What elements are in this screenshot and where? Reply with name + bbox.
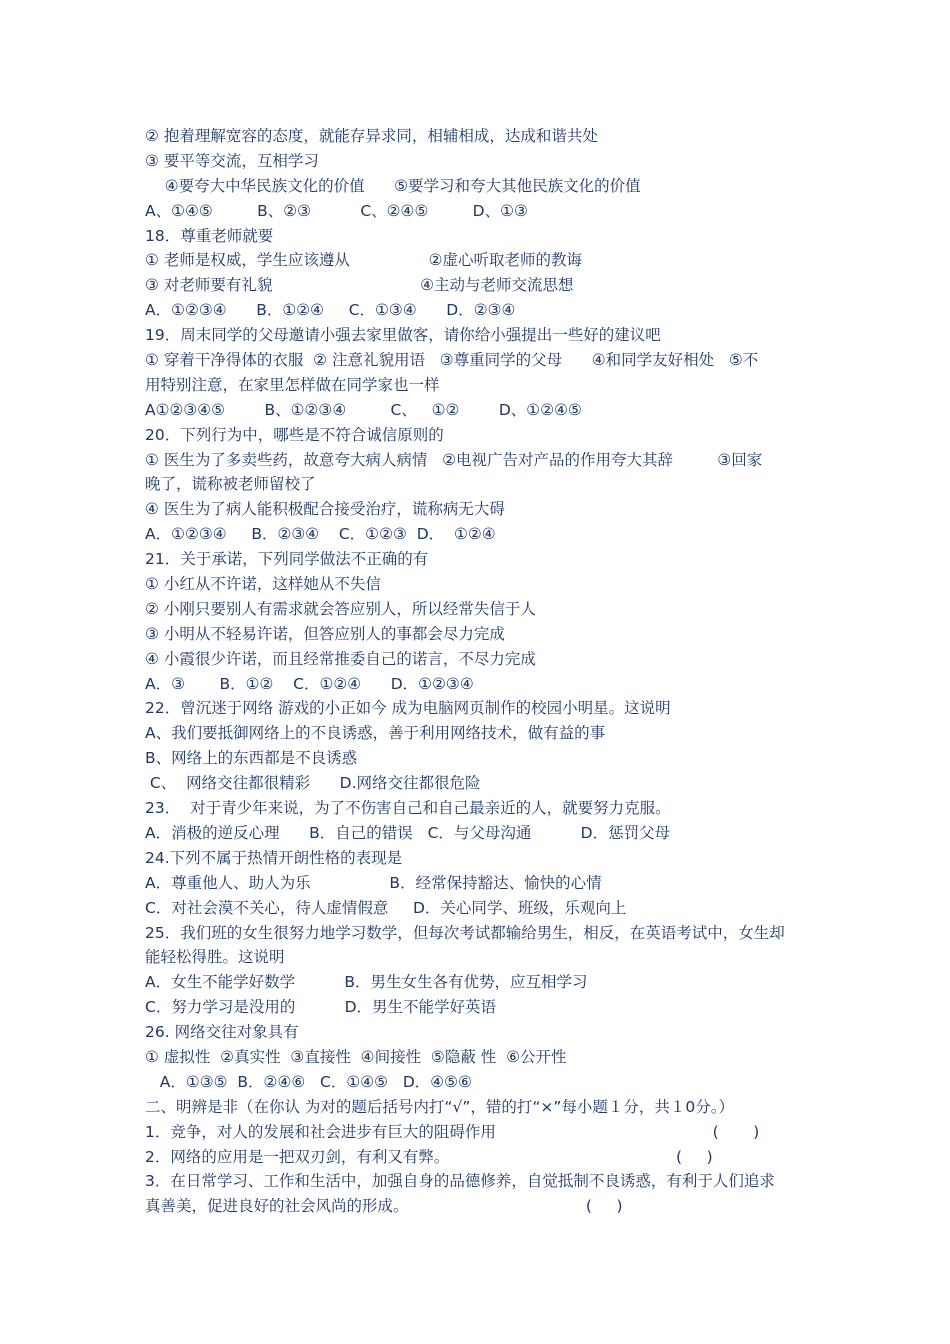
answer-options: A．①②③④ B．②③④ C．①②③ D． ①②④ (145, 525, 496, 544)
text-line: ① 小红从不许诺，这样她从不失信 (145, 575, 381, 594)
text-line: ② 小刚只要别人有需求就会答应别人，所以经常失信于人 (145, 599, 536, 618)
text-line: C、 网络交往都很精彩 D.网络交往都很危险 (145, 774, 481, 793)
judgement-item-2: 2．网络的应用是一把双刃剑，有利又有弊。 ( ) (145, 1147, 713, 1166)
text-line: A、我们要抵御网络上的不良诱惑，善于利用网络技术，做有益的事 (145, 724, 606, 743)
document-page (145, 124, 810, 1219)
question-24: 24.下列不属于热情开朗性格的表现是 (145, 848, 403, 867)
question-20: 20．下列行为中，哪些是不符合诚信原则的 (145, 425, 444, 444)
text-line: 晚了，谎称被老师留校了 (145, 475, 316, 494)
text-line: ③ 要平等交流，互相学习 (145, 151, 319, 170)
question-26: 26. 网络交往对象具有 (145, 1023, 299, 1042)
text-line: ① 医生为了多卖些药，故意夸大病人病情 ②电视广告对产品的作用夸大其辞 ③回家 (145, 450, 763, 469)
text-line: ① 老师是权威，学生应该遵从 ②虚心听取老师的教诲 (145, 251, 583, 270)
text-line: ④要夸大中华民族文化的价值 ⑤要学习和夸大其他民族文化的价值 (145, 176, 641, 195)
text-line: B、网络上的东西都是不良诱惑 (145, 749, 358, 768)
question-22: 22．曾沉迷于网络 游戏的小正如今 成为电脑网页制作的校园小明星。这说明 (145, 699, 671, 718)
text-line: C．对社会漠不关心，待人虚情假意 D．关心同学、班级，乐观向上 (145, 898, 627, 917)
text-line: ④ 小霞很少许诺，而且经常推委自己的诺言，不尽力完成 (145, 649, 536, 668)
answer-options: A．③ B．①② C．①②④ D．①②③④ (145, 674, 474, 693)
text-line: 真善美，促进良好的社会风尚的形成。 ( ) (145, 1197, 623, 1216)
text-line: 用特别注意，在家里怎样做在同学家也一样 (145, 375, 440, 394)
text-line: ③ 小明从不轻易许诺，但答应别人的事都会尽力完成 (145, 624, 505, 643)
text-line: ④ 医生为了病人能积极配合接受治疗，谎称病无大碍 (145, 500, 505, 519)
judgement-item-3: 3．在日常学习、工作和生活中，加强自身的品德修养，自觉抵制不良诱惑，有利于人们追求 (145, 1172, 775, 1191)
question-19: 19．周末同学的父母邀请小强去家里做客，请你给小强提出一些好的建议吧 (145, 326, 661, 345)
text-line: A．尊重他人、助人为乐 B．经常保持豁达、愉快的心情 (145, 873, 602, 892)
section-heading: 二、明辨是非（在你认 为对的题后括号内打“√”，错的打“×”每小题１分，共１0分。） (145, 1097, 735, 1116)
text-line: ① 虚拟性 ②真实性 ③直接性 ④间接性 ⑤隐蔽 性 ⑥公开性 (145, 1047, 567, 1066)
text-line: ② 抱着理解宽容的态度，就能存异求同，相辅相成，达成和谐共处 (145, 127, 598, 145)
question-23: 23． 对于青少年来说，为了不伤害自己和自己最亲近的人，就要努力克服。 (145, 799, 671, 818)
question-18: 18．尊重老师就要 (145, 226, 274, 245)
question-25: 25．我们班的女生很努力地学习数学，但每次考试都输给男生，相反，在英语考试中，女生却 (145, 923, 785, 942)
judgement-item-1: 1．竞争，对人的发展和社会进步有巨大的阻碍作用 ( ) (145, 1122, 760, 1141)
answer-options: A、①④⑤ B、②③ C、②④⑤ D、①③ (145, 201, 528, 220)
text-line: ① 穿着干净得体的衣服 ② 注意礼貌用语 ③尊重同学的父母 ④和同学友好相处 ⑤不 (145, 351, 759, 370)
text-line: ③ 对老师要有礼貌 ④主动与老师交流思想 (145, 276, 574, 295)
text-line: C．努力学习是没用的 D．男生不能学好英语 (145, 998, 497, 1017)
answer-options: A．①②③④ B．①②④ C．①③④ D．②③④ (145, 301, 516, 320)
text-line: A．女生不能学好数学 B．男生女生各有优势，应互相学习 (145, 973, 588, 992)
text-line: 能轻松得胜。这说明 (145, 948, 285, 967)
answer-options: A．消极的逆反心理 B．自己的错误 C．与父母沟通 D．惩罚父母 (145, 823, 671, 842)
answer-options: A．①③⑤ B．②④⑥ C．①④⑤ D．④⑤⑥ (145, 1072, 472, 1091)
answer-options: A①②③④⑤ B、①②③④ C、 ①② D、①②④⑤ (145, 400, 582, 419)
question-21: 21．关于承诺，下列同学做法不正确的有 (145, 550, 429, 569)
